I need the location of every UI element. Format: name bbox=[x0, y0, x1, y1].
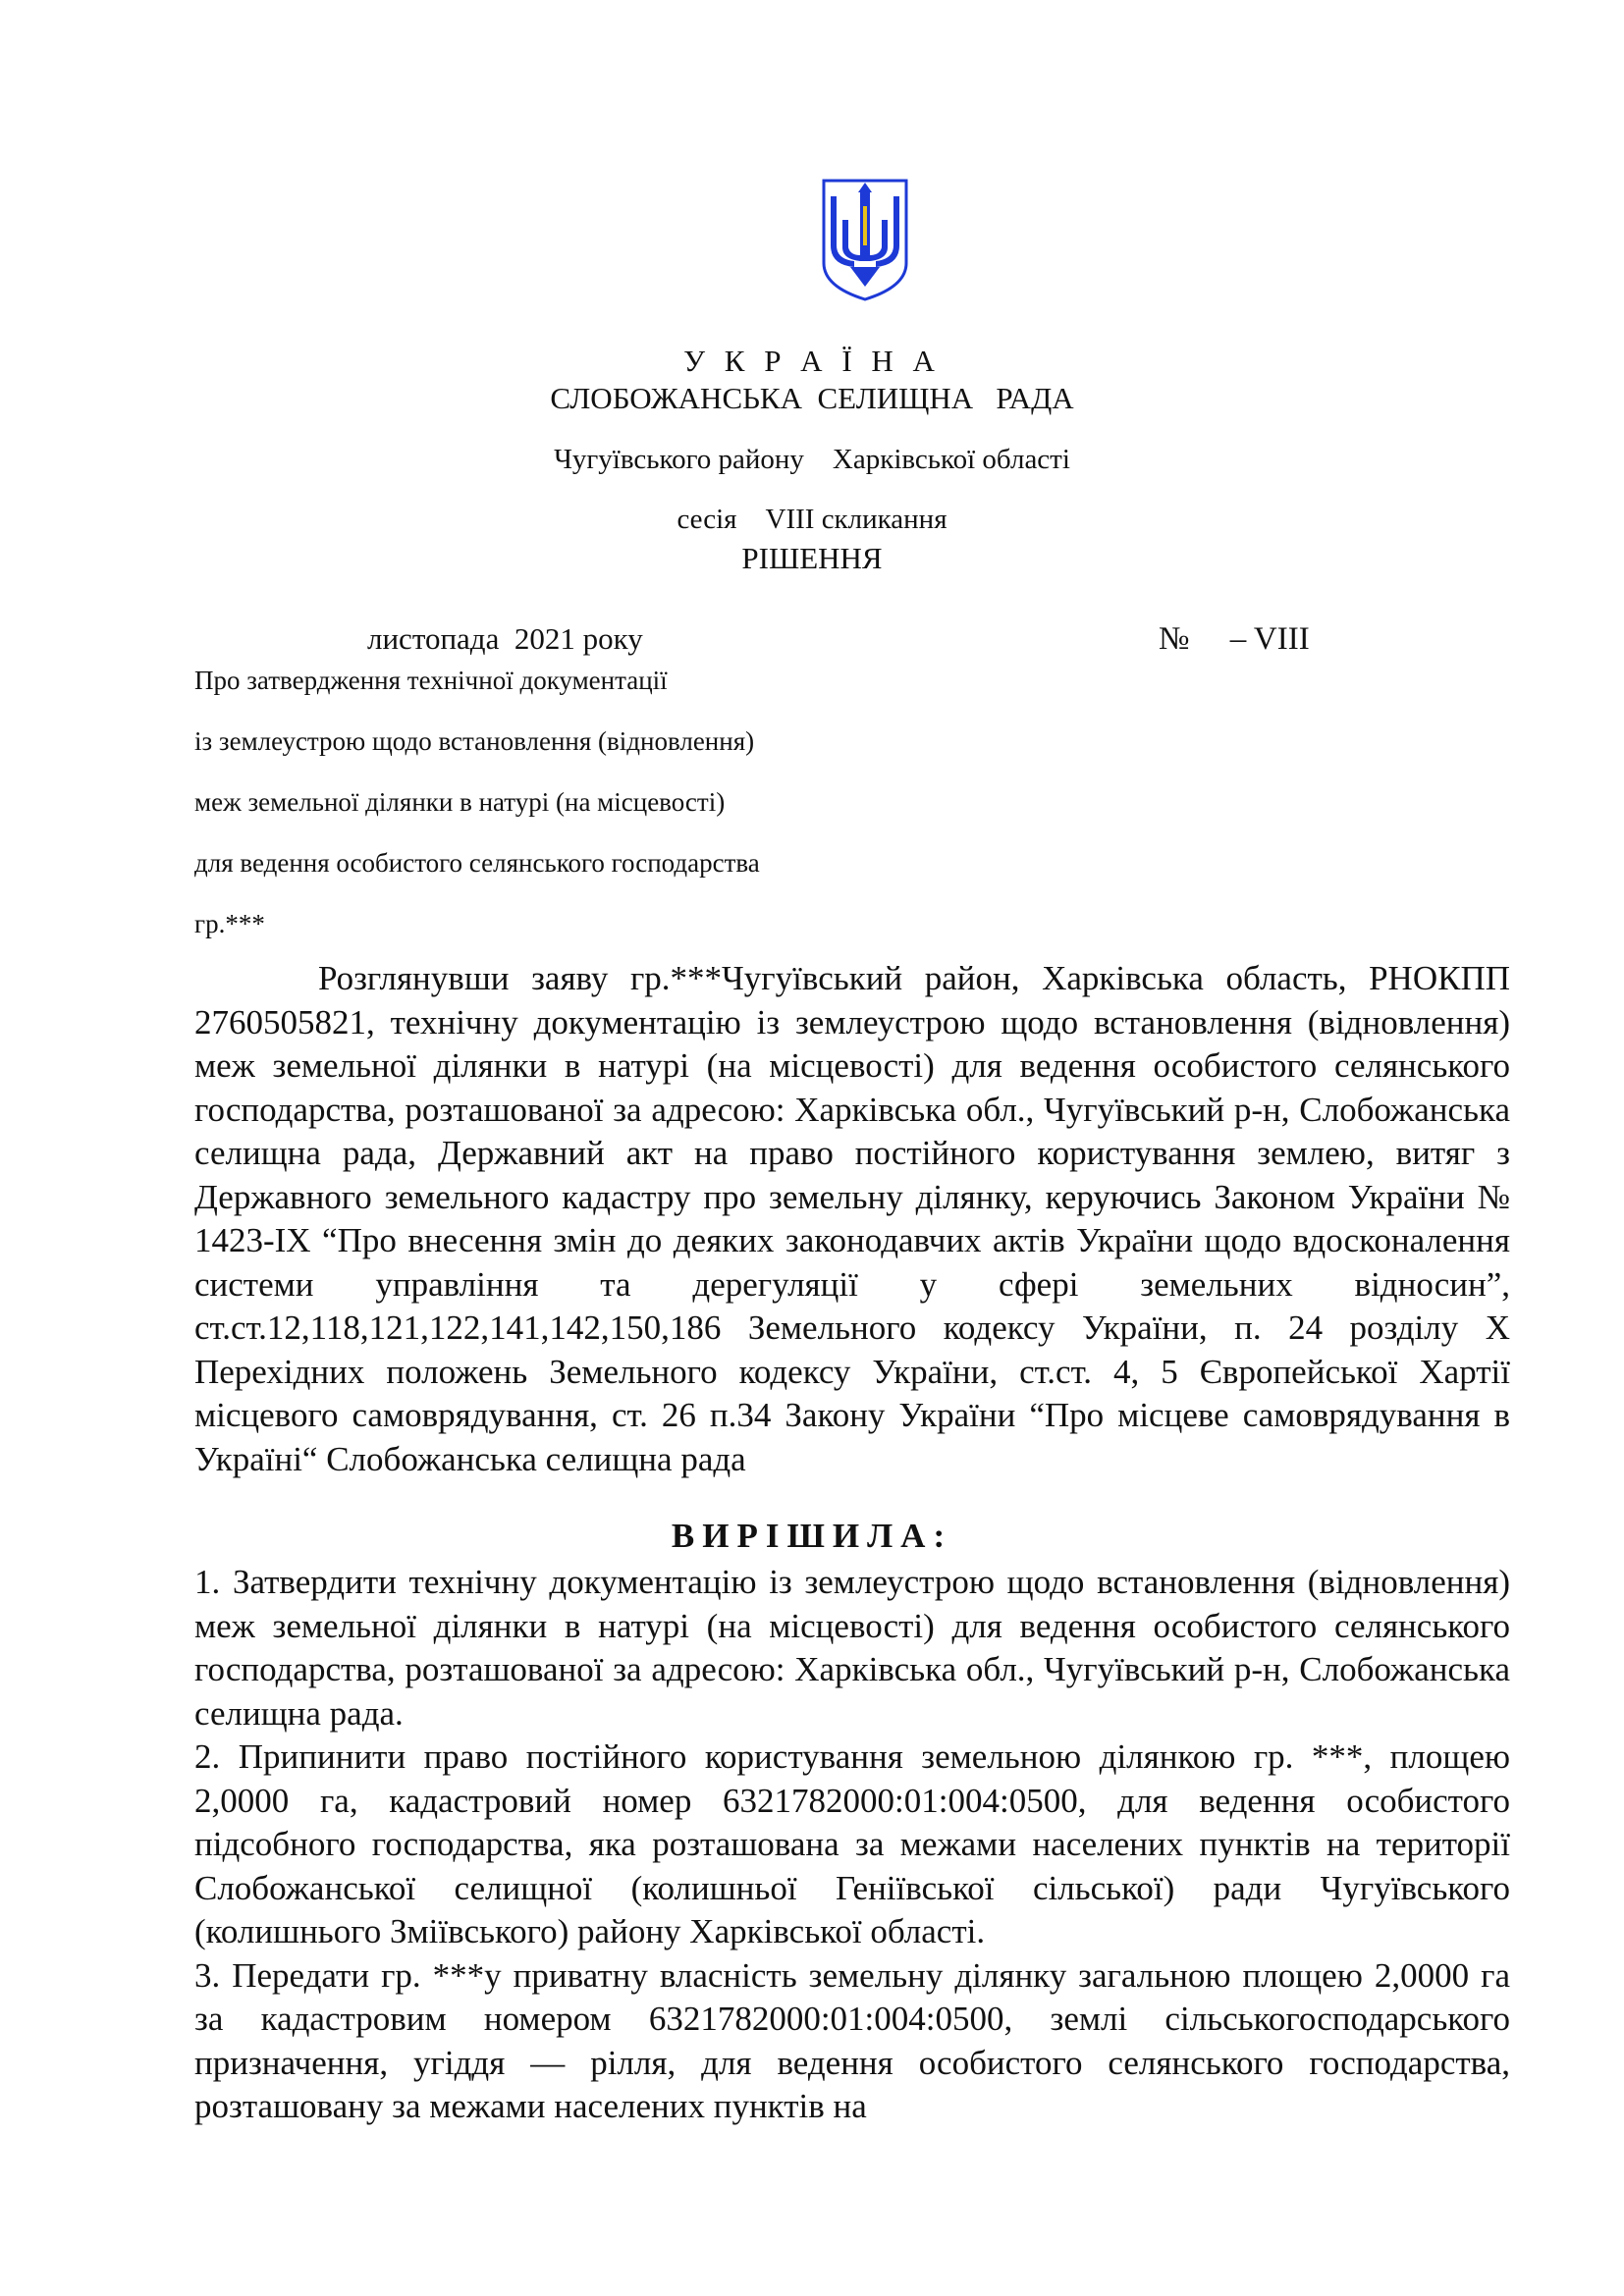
subject-line: гр.*** bbox=[194, 909, 265, 938]
decision-item: 3. Передати гр. ***у приватну власність земельну ділянку загальною площею 2,0000 га за кадастровим номером 6321782000:01:004:0500, землі сільськогосподарського призначення, угіддя — рілля, для ведення особистого селянського господарства, розташовану за межами населених пунктів на bbox=[194, 1955, 1510, 2125]
subject-line: меж земельної ділянки в натурі (на місцевості) bbox=[194, 787, 726, 817]
coat-of-arms-icon bbox=[821, 177, 909, 302]
subject-line: із землеустрою щодо встановлення (відновлення) bbox=[194, 726, 755, 756]
decision-subject bbox=[194, 664, 941, 968]
decision-item: 2. Припинити право постійного користування земельною ділянкою гр. ***, площею 2,0000 га, кадастровий номер 6321782000:01:004:0500, для ведення особистого підсобного господарства, яка розташована за межами населених пунктів на території Слобожанської селищної (колишньої Геніївської сільської) ради Чугуївського (колишнього Зміївського) району Харківської області. bbox=[194, 1737, 1510, 1950]
header-session: сесія VIII скликання bbox=[677, 504, 947, 535]
header-decision: РІШЕННЯ bbox=[741, 541, 883, 575]
decision-item: 1. Затвердити технічну документацію із землеустрою щодо встановлення (відновлення) меж земельної ділянки в натурі (на місцевості) для ведення особистого селянського господарства, розташованої за адресою: Харківська обл., Чугуївський р-н, Слобожанська селищна рада. bbox=[194, 1563, 1510, 1733]
header-council: СЛОБОЖАНСЬКА СЕЛИЩНА РАДА bbox=[550, 381, 1074, 415]
subject-line: Про затвердження технічної документації bbox=[194, 666, 668, 695]
header-district: Чугуївського району Харківської області bbox=[554, 444, 1070, 475]
subject-line: для ведення особистого селянського господарства bbox=[194, 848, 760, 878]
decided-heading: ВИРІШИЛА: bbox=[671, 1517, 953, 1555]
decision-number: № – VIII bbox=[1159, 621, 1310, 657]
decision-items bbox=[194, 1561, 1510, 2129]
preamble-paragraph: Розглянувши заяву гр.***Чугуївський район, Харківська область, РНОКПП 2760505821, технічну документацію із землеустрою щодо встановлення (відновлення) меж земельної ділянки в натурі (на місцевості) для ведення особистого селянського господарства, розташованої за адресою: Харківська обл., Чугуївський р-н, Слобожанська селищна рада, Державний акт на право постійного користування землею, витяг з Державного земельного кадастру про земельну ділянку, керуючись Законом України № 1423-IX “Про внесення змін до деяких законодавчих актів України щодо вдосконалення системи управління та дерегуляції у сфері земельних відносин”, ст.ст.12,118,121,122,141,142,150,186 Земельного кодексу України, п. 24 розділу Х Перехідних положень Земельного кодексу України, ст.ст. 4, 5 Європейської Хартії місцевого самоврядування, ст. 26 п.34 Закону України “Про місцеве самоврядування в Україні“ Слобожанська селищна рада bbox=[194, 959, 1510, 1478]
header-country: У К Р А Ї Н А bbox=[683, 344, 941, 378]
decision-date: листопада 2021 року bbox=[367, 621, 643, 656]
